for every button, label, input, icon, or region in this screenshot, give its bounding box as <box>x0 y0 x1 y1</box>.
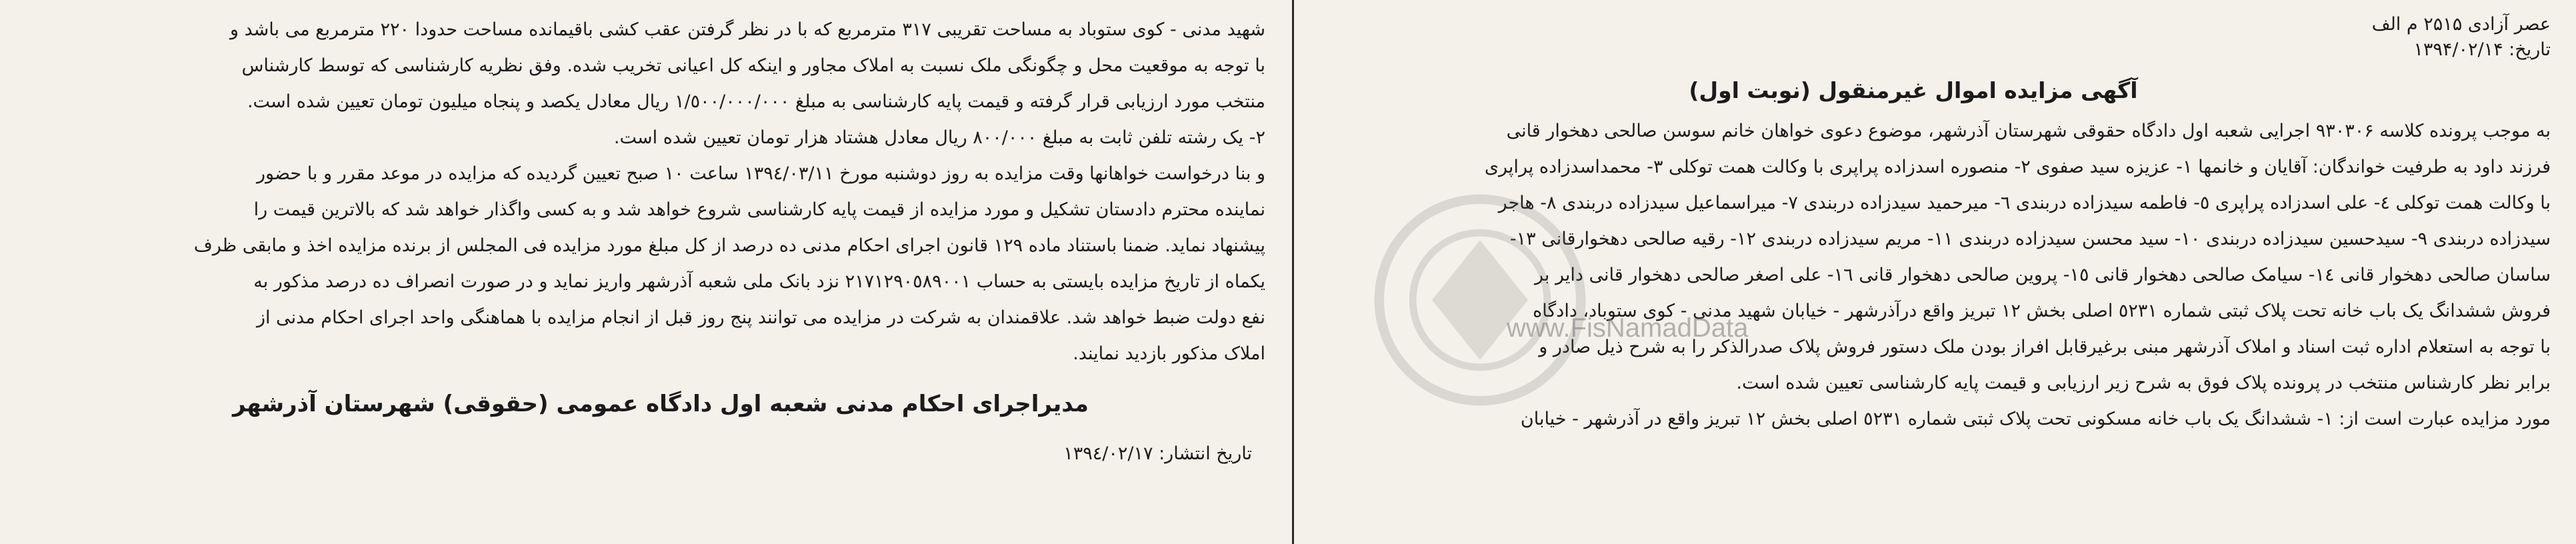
watermark-text: www.FisNamadData <box>1507 313 1749 343</box>
body-line: با توجه به استعلام اداره ثبت اسناد و املاک آذرشهر مبنی برغیرقابل افراز بودن ملک دستور فروش پلاک صدرالذکر را به شرح ذیل صادر و <box>1539 337 2551 357</box>
body-line: شهید مدنی - کوی ستوباد به مساحت تقریبی ۳۱۷ مترمربع که با در نظر گرفتن عقب کشی باقیمانده مساحت حدودا ۲۲۰ مترمربع می باشد و <box>229 19 1265 40</box>
notice-date: تاریخ: ۱۳۹۴/۰۲/۱۴ <box>2413 39 2551 60</box>
signature-line: مدیراجرای احکام مدنی شعبه اول دادگاه عمومی (حقوقی) شهرستان آذرشهر <box>233 391 1089 417</box>
body-line: ۲- یک رشته تلفن ثابت به مبلغ ۸۰۰/۰۰۰ ریال معادل هشتاد هزار تومان تعیین شده است. <box>613 127 1265 148</box>
body-line: یکماه از تاریخ مزایده بایستی به حساب ۲۱۷۱۲۹۰٥۸۹۰۰۱ نزد بانک ملی شعبه آذرشهر واریز نماید و در صورت انصراف ده درصد مذکور به <box>253 271 1265 292</box>
body-line: برابر نظر کارشناس منتخب در پرونده پلاک فوق به شرح زیر ارزیابی و قیمت پایه کارشناسی تعیین شده است. <box>1736 373 2551 393</box>
body-line: مورد مزایده عبارت است از: ۱- ششدانگ یک باب خانه مسکونی تحت پلاک ثبتی شماره ٥۲۳۱ اصلی بخش ۱۲ تبریز واقع در آذرشهر - خیابان <box>1520 409 2551 429</box>
body-line: فروش ششدانگ یک باب خانه تحت پلاک ثبتی شماره ٥۲۳۱ اصلی بخش ۱۲ تبریز واقع درآذرشهر - خیابان شهید مدنی - کوی ستوباد، دادگاه <box>1533 301 2551 321</box>
body-line: فرزند داود به طرفیت خواندگان: آقایان و خانمها ۱- عزیزه سید صفوی ۲- منصوره اسدزاده پراپری با وکالت همت توکلی ۳- محمداسدزاده پراپری <box>1484 157 2551 177</box>
body-line: با وکالت همت توکلی ٤- علی اسدزاده پراپری ٥- فاطمه سیدزاده دربندی ٦- میرحمید سیدزاده دربندی ۷- میراسماعیل سیدزاده دربندی ۸- هاجر <box>1498 193 2551 213</box>
body-line: نماینده محترم دادستان تشکیل و مورد مزایده از قیمت پایه کارشناسی شروع خواهد شد و به کسی واگذار خواهد شد که بالاترین قیمت را <box>253 199 1265 220</box>
body-line: ساسان صالحی دهخوار قانی ۱٤- سیامک صالحی دهخوار قانی ۱٥- پروین صالحی دهخوار قانی ۱٦- علی اصغر صالحی دهخوار قانی دایر بر <box>1534 265 2551 285</box>
column-divider <box>1292 0 1294 544</box>
body-line: نفع دولت ضبط خواهد شد. علاقمندان به شرکت در مزایده می توانند پنج روز قبل از انجام مزایده با هماهنگی واحد اجرای احکام مدنی از <box>256 307 1265 328</box>
reference-number: عصر آزادی ۲۵۱۵ م الف <box>2371 14 2551 35</box>
notice-title: آگهی مزایده اموال غیرمنقول (نوبت اول) <box>1689 77 2138 103</box>
body-line: سیدزاده دربندی ۹- سیدحسین سیدزاده دربندی ۱۰- سید محسن سیدزاده دربندی ۱۱- مریم سیدزاده دربندی ۱۲- رقیه صالحی دهخوارقانی ۱۳- <box>1509 229 2551 249</box>
body-line: پیشنهاد نماید. ضمنا باستناد ماده ۱۲۹ قانون اجرای احکام مدنی ده درصد از کل مبلغ مورد مزایده فی المجلس از برنده مزایده اخذ و مابقی ظرف <box>193 235 1265 256</box>
body-line: به موجب پرونده کلاسه ۹۳۰۳۰۶ اجرایی شعبه اول دادگاه حقوقی شهرستان آذرشهر، موضوع دعوی خواهان خانم سوسن صالحی دهخوار قانی <box>1506 121 2551 141</box>
notice-right-column <box>1293 0 2576 544</box>
publish-date: تاریخ انتشار: ۱۳۹٤/۰۲/۱۷ <box>1063 443 1252 464</box>
body-line: املاک مذکور بازدید نمایند. <box>1073 343 1265 364</box>
body-line: با توجه به موقعیت محل و چگونگی ملک نسبت به املاک مجاور و اینکه کل اعیانی تخریب شده. وفق نظریه کارشناسی که توسط کارشناس <box>241 55 1265 76</box>
body-line: منتخب مورد ارزیابی قرار گرفته و قیمت پایه کارشناسی به مبلغ ۱/٥۰۰/۰۰۰/۰۰۰ ریال معادل یکصد و پنجاه میلیون تومان تعیین شده است. <box>247 91 1265 112</box>
body-line: و بنا درخواست خواهانها وقت مزایده به روز دوشنبه مورخ ۱۳۹٤/۰۳/۱۱ ساعت ۱۰ صبح تعیین گردیده که مزایده در موعد مقرر و با حضور <box>257 163 1265 184</box>
